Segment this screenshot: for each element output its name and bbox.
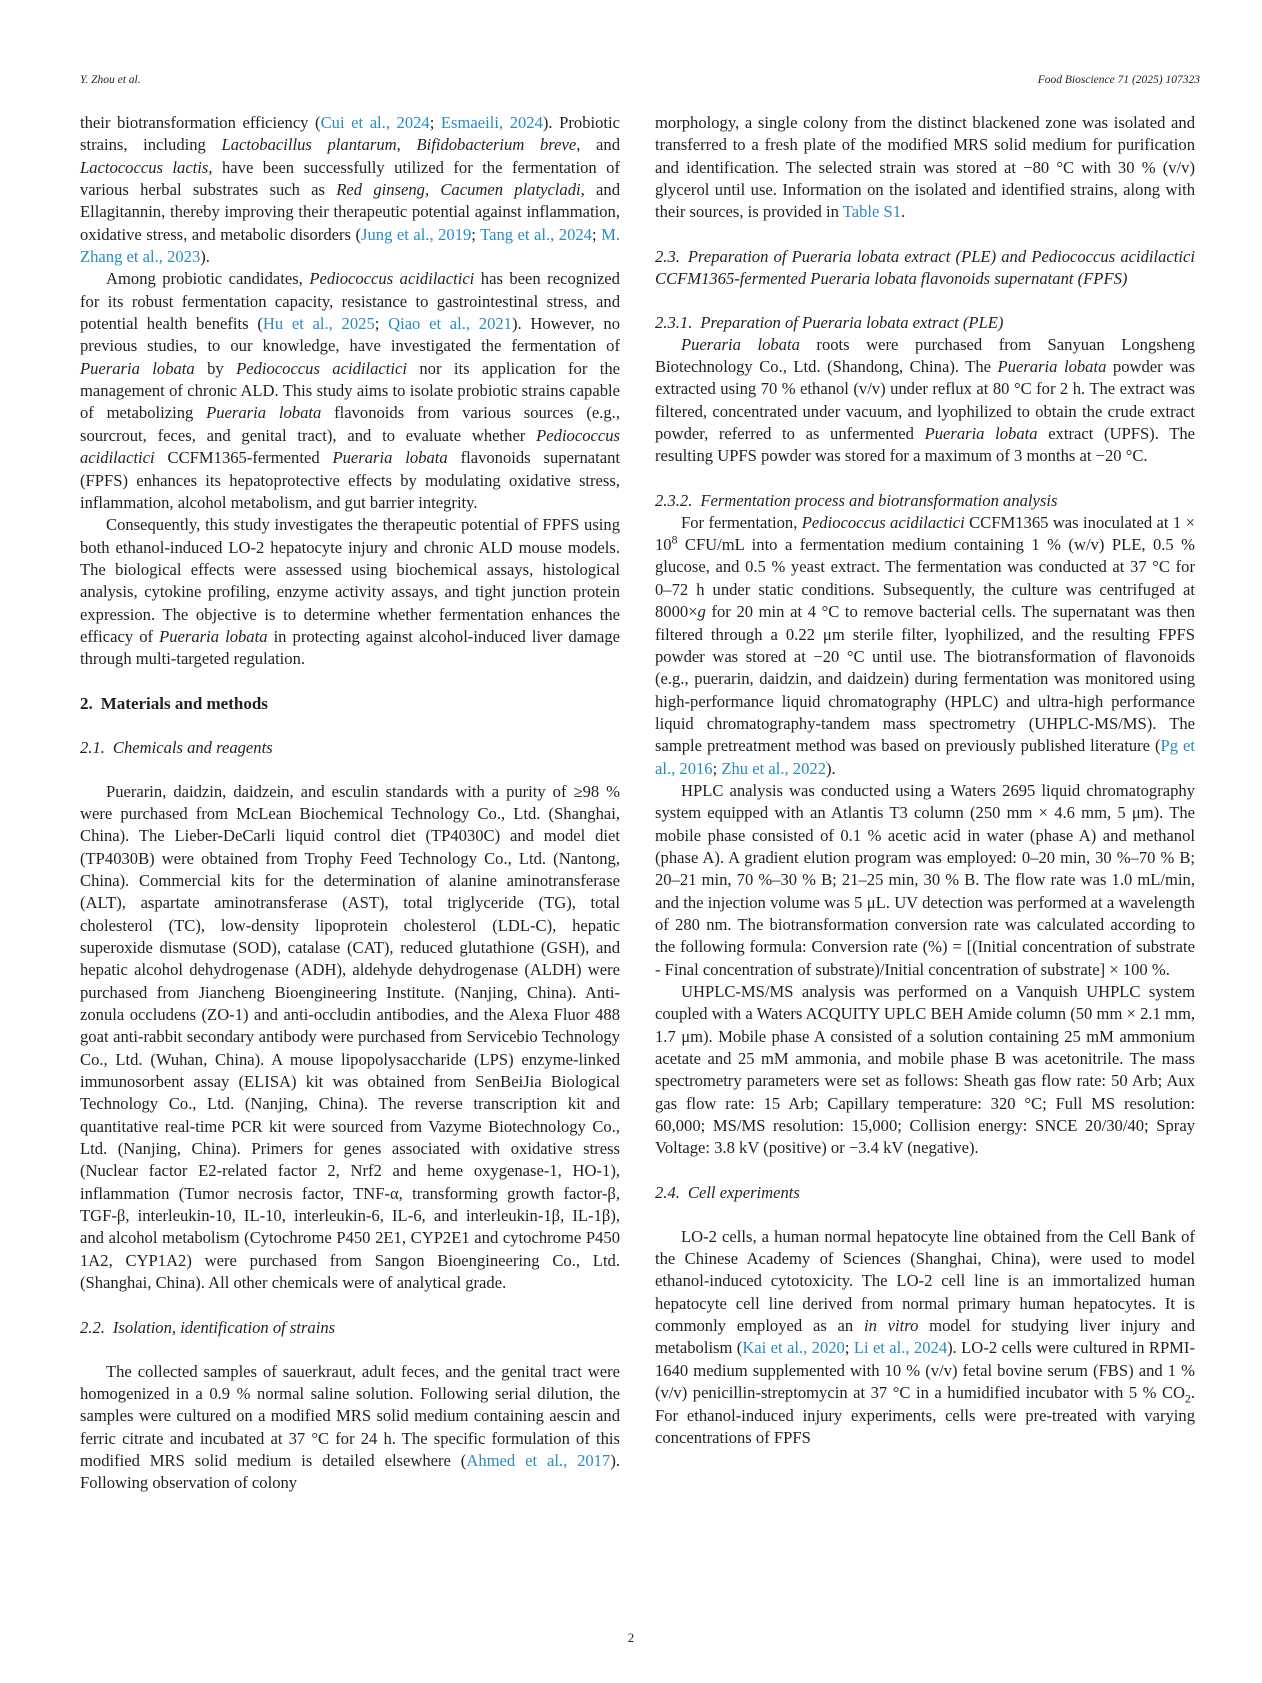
text-run: ;: [374, 314, 389, 334]
subscript: 2: [1185, 1392, 1191, 1406]
italic-text: Pueraria lobata: [206, 403, 322, 423]
heading-number: 2.3.2.: [655, 490, 693, 510]
citation-link[interactable]: Esmaeili, 2024: [440, 113, 543, 132]
italic-text: Pediococcus acidilactici: [309, 269, 475, 289]
body-paragraph: [655, 112, 1195, 224]
page-number: 2: [627, 1630, 635, 1645]
heading-title: Fermentation process and biotransformation analysis: [700, 490, 1058, 510]
running-header: [80, 74, 1200, 86]
italic-text: Red ginseng, Cacumen platycladi: [336, 180, 581, 200]
text-run: has been recognized for its robust fermentation capacity, resistance to gastrointestinal stress, and potential health benefits (: [80, 269, 620, 334]
text-run: ). Probiotic strains, including: [80, 113, 620, 155]
text-run: ). However, no previous studies, to our knowledge, have investigated the fermentation of: [80, 314, 620, 356]
subsubsection-heading: [655, 312, 1195, 334]
text-run: UHPLC-MS/MS analysis was performed on a Vanquish UHPLC system coupled with a Waters ACQUITY UPLC BEH Amide column (50 mm × 2.1 mm, 1.7 μm). Mobile phase A consisted of a solution containing 25 mM ammonium acetate and 25 mM ammonia, and mobile phase B was acetonitrile. The mass spectrometry parameters were set as follows: Sheath gas flow rate: 50 Arb; Aux gas flow rate: 15 Arb; Capillary temperature: 320 °C; Full MS resolution: 60,000; MS/MS resolution: 15,000; Collision energy: SNCE 20/30/40; Spray Voltage: 3.8 kV (positive) or −3.4 kV (negative).: [655, 982, 1195, 1158]
italic-text: Pediococcus acidilactici: [236, 358, 407, 378]
italic-text: Pueraria lobata: [997, 357, 1107, 377]
superscript: 8: [671, 533, 678, 547]
text-run: HPLC analysis was conducted using a Waters 2695 liquid chromatography system equipped with an Atlantis T3 column (250 mm × 4.6 mm, 5 μm). The mobile phase consisted of 0.1 % acetic acid in water (phase A) and methanol (phase A). A gradient elution program was employed: 0–20 min, 30 %–70 % B; 20–21 min, 70 %–30 % B; 21–25 min, 30 % B. The flow rate was 1.0 mL/min, and the injection volume was 5 μL. UV detection was performed at a wavelength of 280 nm. The biotransformation conversion rate was calculated according to the following formula: Conversion rate (%) = [(Initial concentration of substrate - Final concentration of substrate)/Initial concentration of substrate] × 100 %.: [655, 780, 1195, 979]
italic-text: Pueraria lobata: [681, 334, 800, 354]
text-run: ;: [844, 1338, 854, 1358]
running-header-journal: Food Bioscience 71 (2025) 107323: [1037, 74, 1200, 86]
citation-link[interactable]: Cui et al., 2024: [320, 113, 430, 132]
heading-title: Cell experiments: [687, 1182, 800, 1202]
subsection-heading: [80, 737, 620, 759]
citation-link[interactable]: Ahmed et al., 2017: [466, 1450, 611, 1470]
body-paragraph: [655, 1226, 1195, 1449]
citation-link[interactable]: M. Zhang et al., 2023: [80, 224, 620, 267]
text-run: ).: [200, 247, 210, 267]
citation-link[interactable]: Zhu et al., 2022: [721, 758, 826, 778]
italic-text: g: [697, 602, 706, 622]
text-run: ;: [429, 113, 441, 132]
text-run: Puerarin, daidzin, daidzein, and esculin standards with a purity of ≥98 % were purchased from McLean Biochemical Technology Co., Ltd. (Shanghai, China). The Lieber-DeCarli liquid control diet (TP4030C) and model diet (TP4030B) were obtained from Trophy Feed Technology Co., Ltd. (Nantong, China). Commercial kits for the determination of alanine aminotransferase (ALT), aspartate aminotransferase (AST), total triglyceride (TG), total cholesterol (TC), low-density lipoprotein cholesterol (LDL-C), hepatic superoxide dismutase (SOD), catalase (CAT), reduced glutathione (GSH), and hepatic alcohol dehydrogenase (ADH), aldehyde dehydrogenase (ALDH) were purchased from Jiancheng Bioengineering Institute. (Nanjing, China). Anti-zonula occludens (ZO-1) and anti-occludin antibodies, and the Alexa Fluor 488 goat anti-rabbit secondary antibody were purchased from Servicebio Technology Co., Ltd. (Wuhan, China). A mouse lipopolysaccharide (LPS) enzyme-linked immunosorbent assay (ELISA) kit was obtained from SenBeiJia Biological Technology Co., Ltd. (Nanjing, China). The reverse transcription kit and quantitative real-time PCR kit were sourced from Vazyme Biotechnology Co., Ltd. (Nanjing, China). Primers for genes associated with oxidative stress (Nuclear factor E2-related factor 2, Nrf2 and heme oxygenase-1, HO-1), inflammation (Tumor necrosis factor, TNF-α, transforming growth factor-β, TGF-β, interleukin-10, IL-10, interleukin-6, IL-6, and interleukin-1β, IL-1β), and alcohol metabolism (Cytochrome P450 2E1, CYP2E1 and cytochrome P450 1A2, CYP1A2) were purchased from Sangon Bioengineering Co., Ltd. (Shanghai, China). All other chemicals were of analytical grade.: [80, 781, 620, 1293]
citation-link[interactable]: Table S1: [842, 202, 902, 222]
italic-text: Lactobacillus plantarum: [221, 135, 397, 155]
text-run: nor its application for the management of chronic ALD. This study aims to isolate probiotic strains capable of metabolizing: [80, 358, 621, 423]
citation-link[interactable]: Hu et al., 2025: [262, 314, 375, 334]
citation-link[interactable]: Tang et al., 2024: [480, 224, 592, 244]
text-run: CFU/mL into a fermentation medium containing 1 % (w/v) PLE, 0.5 % glucose, and 0.5 % yeast extract. The fermentation was conducted at 37 °C for 0–72 h under static conditions. Subsequently, the culture was centrifuged at 8000×: [655, 535, 1195, 622]
text-run: , and: [576, 135, 621, 155]
heading-number: 2.1.: [80, 737, 105, 757]
section-heading: [80, 693, 620, 715]
left-column: [80, 112, 620, 1495]
heading-number: 2.3.: [655, 246, 680, 266]
text-run: extract (UPFS). The resulting UPFS powder was stored for a maximum of 3 months at −20 °C.: [655, 424, 1195, 466]
italic-text: Pediococcus acidilactici: [80, 425, 620, 468]
body-paragraph: [655, 780, 1195, 981]
text-run: For fermentation,: [681, 512, 802, 532]
text-run: flavonoids supernatant (FPFS) enhances its hepatoprotective effects by modulating oxidative stress, inflammation, alcohol metabolism, and gut barrier integrity.: [80, 448, 620, 512]
italic-text: Pediococcus acidilactici: [801, 512, 965, 532]
text-run: their biotransformation efficiency (: [80, 113, 321, 132]
text-run: for 20 min at 4 °C to remove bacterial cells. The supernatant was then filtered through a 0.22 μm sterile filter, lyophilized, and the resulting FPFS powder was stored at −20 °C until use. The biotransformation of flavonoids (e.g., puerarin, daidzin, and daidzein) during fermentation was monitored using high-performance liquid chromatography (HPLC) and ultra-high performance liquid chromatography-tandem mass spectrometry (UHPLC-MS/MS). The sample pretreatment method was based on previously published literature (: [655, 602, 1195, 756]
citation-link[interactable]: Kai et al., 2020: [742, 1338, 845, 1358]
text-run: , and Ellagitannin, thereby improving their therapeutic potential against inflammation, oxidative stress, and metabolic disorders (: [80, 180, 621, 244]
text-run: , have been successfully utilized for the fermentation of various herbal substrates such as: [80, 157, 621, 200]
heading-title: Materials and methods: [100, 693, 268, 713]
heading-title: Preparation of Pueraria lobata extract (PLE): [700, 312, 1004, 332]
text-run: powder was extracted using 70 % ethanol (v/v) under reflux at 80 °C for 2 h. The extract was filtered, concentrated under vacuum, and lyophilized to obtain the crude extract powder, referred to as unfermented: [655, 357, 1195, 444]
body-paragraph: [655, 981, 1195, 1160]
text-run: flavonoids from various sources (e.g., sourcrout, feces, and genital tract), and to evaluate whether: [80, 403, 620, 445]
italic-text: Pueraria lobata: [159, 626, 268, 646]
text-run: morphology, a single colony from the distinct blackened zone was isolated and transferred to a fresh plate of the modified MRS solid medium for purification and identification. The selected strain was stored at −80 °C with 30 % (v/v) glycerol until use. Information on the isolated and identified strains, along with their sources, is provided in: [655, 113, 1195, 222]
subsection-heading: [80, 1317, 620, 1339]
italic-text: Lactococcus lactis: [80, 157, 209, 177]
subsection-heading: [655, 246, 1195, 290]
heading-title: Preparation of Pueraria lobata extract (PLE) and Pediococcus acidilactici CCFM1365-fermented Pueraria lobata flavonoids supernatant (FPFS): [655, 246, 1195, 288]
text-run: . For ethanol-induced injury experiments, cells were pre-treated with varying concentrations of FPFS: [655, 1383, 1195, 1447]
heading-title: Chemicals and reagents: [112, 737, 273, 757]
italic-text: Pueraria lobata: [332, 448, 448, 468]
body-paragraph: [80, 1361, 620, 1495]
text-run: roots were purchased from Sanyuan Longsheng Biotechnology Co., Ltd. (Shandong, China). The: [655, 334, 1195, 377]
body-paragraph: [80, 268, 620, 514]
body-paragraph: [655, 512, 1195, 780]
body-paragraph: [655, 334, 1195, 468]
text-run: ). LO-2 cells were cultured in RPMI-1640 medium supplemented with 10 % (v/v) fetal bovine serum (FBS) and 1 % (v/v) penicillin-streptomycin at 37 °C in a humidified incubator with 5 % CO: [655, 1338, 1195, 1403]
italic-text: Bifidobacterium breve: [416, 135, 577, 155]
text-run: .: [901, 202, 906, 222]
heading-title: Isolation, identification of strains: [112, 1317, 336, 1337]
body-paragraph: [80, 781, 620, 1295]
italic-text: in vitro: [863, 1316, 919, 1336]
right-column: [655, 112, 1195, 1449]
text-run: The collected samples of sauerkraut, adult feces, and the genital tract were homogenized in a 0.9 % normal saline solution. Following serial dilution, the samples were cultured on a modified MRS solid medium containing aescin and ferric citrate and incubated at 37 °C for 24 h. The specific formulation of this modified MRS solid medium is detailed elsewhere (: [80, 1361, 620, 1470]
text-run: ).: [826, 758, 836, 778]
italic-text: Pueraria lobata: [924, 424, 1038, 444]
text-run: ;: [591, 224, 602, 244]
citation-link[interactable]: Jung et al., 2019: [361, 224, 472, 244]
subsection-heading: [655, 1182, 1195, 1204]
text-run: ). Following observation of colony: [80, 1450, 621, 1493]
citation-link[interactable]: Pg et al., 2016: [655, 736, 1195, 778]
text-run: ,: [396, 135, 417, 155]
text-run: Consequently, this study investigates the therapeutic potential of FPFS using both ethanol-induced LO-2 hepatocyte injury and chronic ALD mouse models. The biological effects were assessed using biochemical assays, histological analysis, cytokine profiling, enzyme activity assays, and tight junction protein expression. The objective is to determine whether fermentation enhances the efficacy of: [80, 515, 620, 646]
running-header-authors: Y. Zhou et al.: [80, 74, 141, 86]
citation-link[interactable]: Qiao et al., 2021: [388, 314, 512, 334]
text-run: ;: [712, 758, 722, 778]
heading-number: 2.3.1.: [655, 312, 693, 332]
heading-number: 2.: [80, 693, 93, 713]
text-run: ;: [471, 224, 481, 244]
text-run: CCFM1365 was inoculated at 1 × 10: [655, 512, 1195, 555]
heading-number: 2.2.: [80, 1317, 105, 1337]
text-run: model for studying liver injury and metabolism (: [655, 1316, 1195, 1358]
citation-link[interactable]: Li et al., 2024: [853, 1338, 948, 1358]
text-run: CCFM1365-fermented: [154, 448, 333, 468]
text-run: by: [194, 358, 237, 378]
italic-text: Pueraria lobata: [80, 358, 195, 378]
heading-number: 2.4.: [655, 1182, 680, 1202]
subsubsection-heading: [655, 490, 1195, 512]
text-run: LO-2 cells, a human normal hepatocyte line obtained from the Cell Bank of the Chinese Academy of Sciences (Shanghai, China), were used to model ethanol-induced cytotoxicity. The LO-2 cell line is an immortalized human hepatocyte cell line derived from normal primary human hepatocytes. It is commonly employed as an: [655, 1226, 1195, 1336]
text-run: Among probiotic candidates,: [106, 269, 310, 289]
text-run: in protecting against alcohol-induced liver damage through multi-targeted regulation.: [80, 626, 620, 669]
body-paragraph: [80, 514, 620, 670]
body-paragraph: [80, 112, 620, 268]
